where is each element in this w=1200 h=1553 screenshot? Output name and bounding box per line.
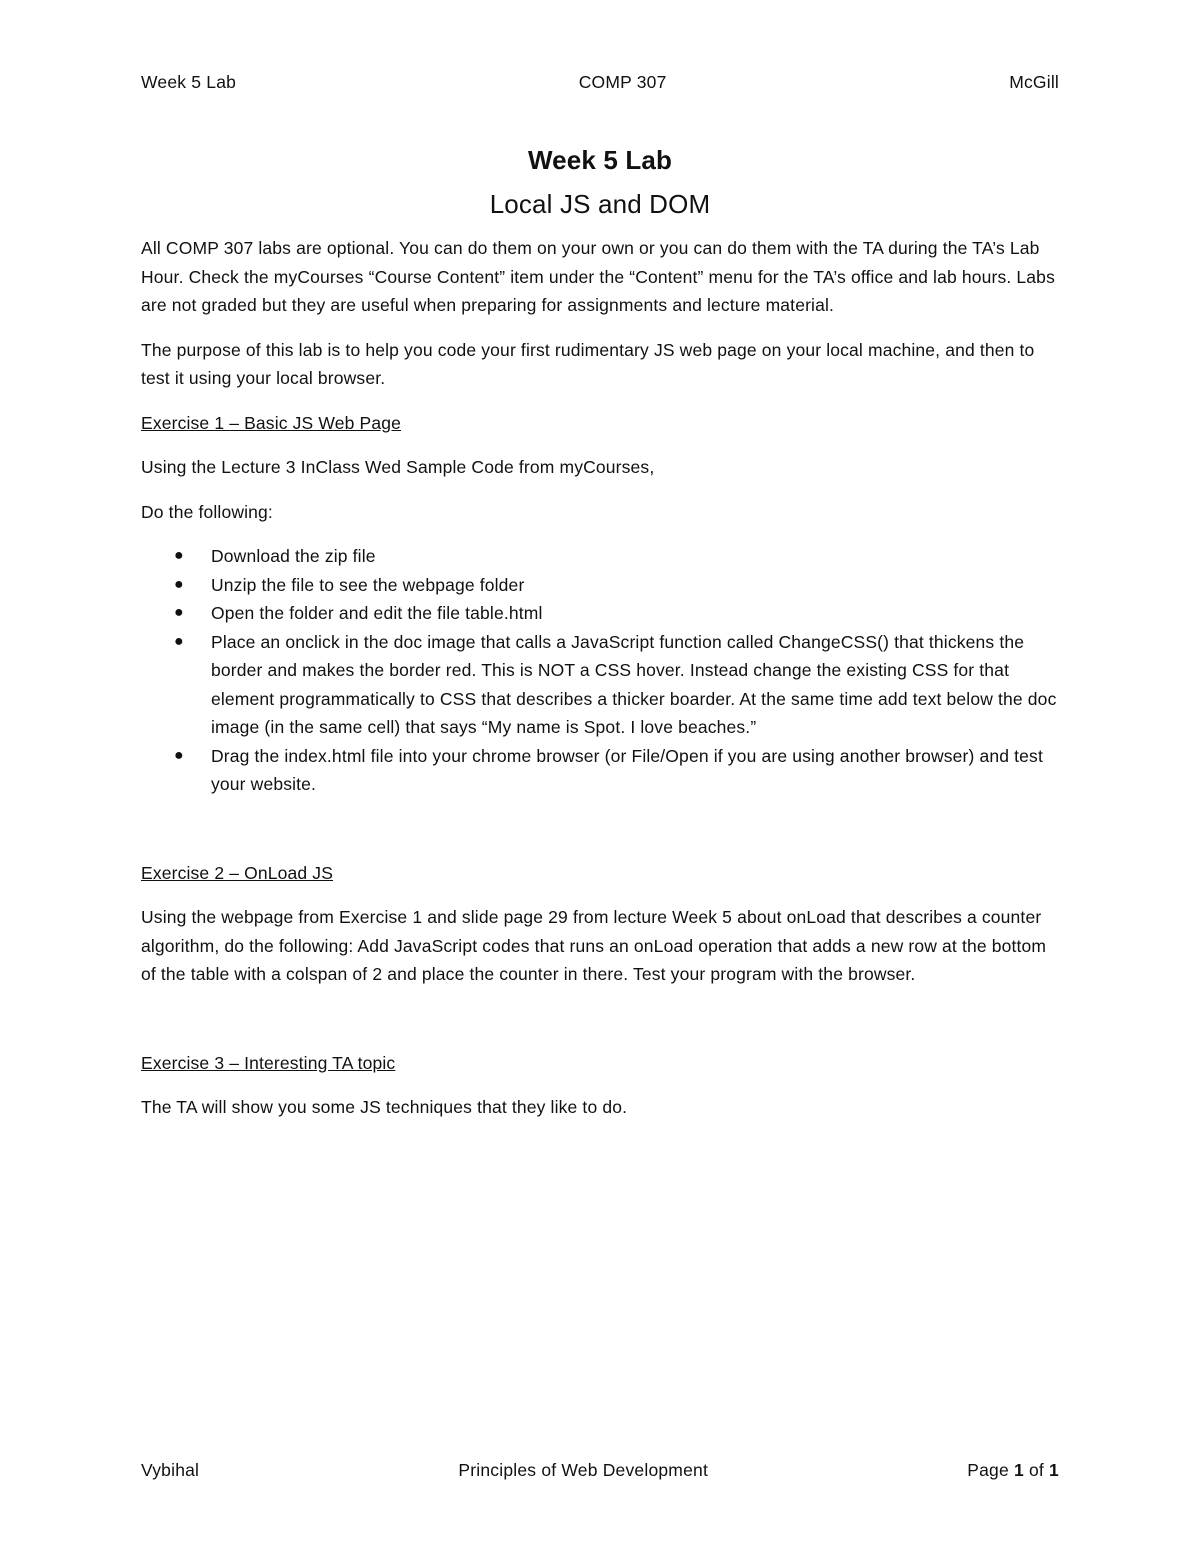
document-subtitle: Local JS and DOM	[489, 189, 711, 219]
header-center: COMP 307	[578, 72, 667, 92]
page-footer	[141, 1460, 1059, 1481]
spacer	[141, 1005, 1059, 1049]
list-item-text: Download the zip file	[211, 546, 376, 566]
list-item-text: Drag the index.html file into your chrome browser (or File/Open if you are using another browser) and test your website.	[211, 745, 1043, 794]
bullet-icon: ●	[174, 575, 184, 593]
document-body	[141, 140, 1059, 1138]
spacer	[141, 815, 1059, 859]
list-item	[141, 571, 1059, 600]
page-total: 1	[1049, 1460, 1059, 1480]
document-title: Week 5 Lab	[527, 145, 673, 175]
bullet-icon: ●	[174, 547, 184, 564]
header-right: McGill	[1009, 72, 1059, 92]
footer-left: Vybihal	[141, 1460, 200, 1480]
bullet-icon: ●	[174, 632, 184, 650]
list-item	[141, 599, 1059, 628]
list-item-text: Open the folder and edit the file table.html	[211, 603, 543, 623]
page-current: 1	[1013, 1460, 1024, 1480]
of-word: of	[1028, 1460, 1044, 1480]
list-item	[141, 628, 1059, 742]
exercise1-instruction: Do the following:	[141, 501, 273, 522]
exercise1-heading: Exercise 1 – Basic JS Web Page	[141, 412, 401, 433]
page-word: Page	[967, 1460, 1009, 1480]
purpose-paragraph: The purpose of this lab is to help you code your first rudimentary JS web page on your local machine, and then to test it using your local browser.	[141, 339, 1035, 388]
list-item	[141, 742, 1059, 799]
exercise3-heading: Exercise 3 – Interesting TA topic	[141, 1052, 396, 1073]
page-header	[141, 72, 1059, 93]
exercise2-body: Using the webpage from Exercise 1 and slide page 29 from lecture Week 5 about onLoad that describes a counter algorithm, do the following: Add JavaScript codes that runs an onLoad operation that adds a new row at the bottom of the table with a colspan of 2 and place the counter in there. Test your program with the browser.	[141, 907, 1047, 984]
exercise2-heading: Exercise 2 – OnLoad JS	[141, 862, 334, 883]
exercise1-lead: Using the Lecture 3 InClass Wed Sample Code from myCourses,	[141, 457, 655, 477]
exercise1-list	[141, 542, 1059, 799]
intro-paragraph: All COMP 307 labs are optional. You can do them on your own or you can do them with the TA during the TA’s Lab Hour. Check the myCourses “Course Content” item under the “Content” menu for the TA’s office and lab hours. Labs are not graded but they are useful when preparing for assignments and lecture material.	[141, 238, 1055, 315]
list-item-text: Unzip the file to see the webpage folder	[211, 574, 525, 595]
bullet-icon: ●	[174, 604, 184, 621]
list-item-text: Place an onclick in the doc image that calls a JavaScript function called ChangeCSS() that thickens the border and makes the border red. This is NOT a CSS hover. Instead change the existing CSS for that element programmatically to CSS that describes a thicker boarder. At the same time add text below the doc image (in the same cell) that says “My name is Spot. I love beaches.”	[211, 631, 1057, 737]
bullet-icon: ●	[174, 746, 184, 764]
exercise3-body: The TA will show you some JS techniques that they like to do.	[141, 1097, 628, 1117]
list-item	[141, 542, 1059, 571]
header-left: Week 5 Lab	[141, 72, 237, 92]
footer-center: Principles of Web Development	[458, 1460, 709, 1480]
page-number	[967, 1460, 1059, 1481]
